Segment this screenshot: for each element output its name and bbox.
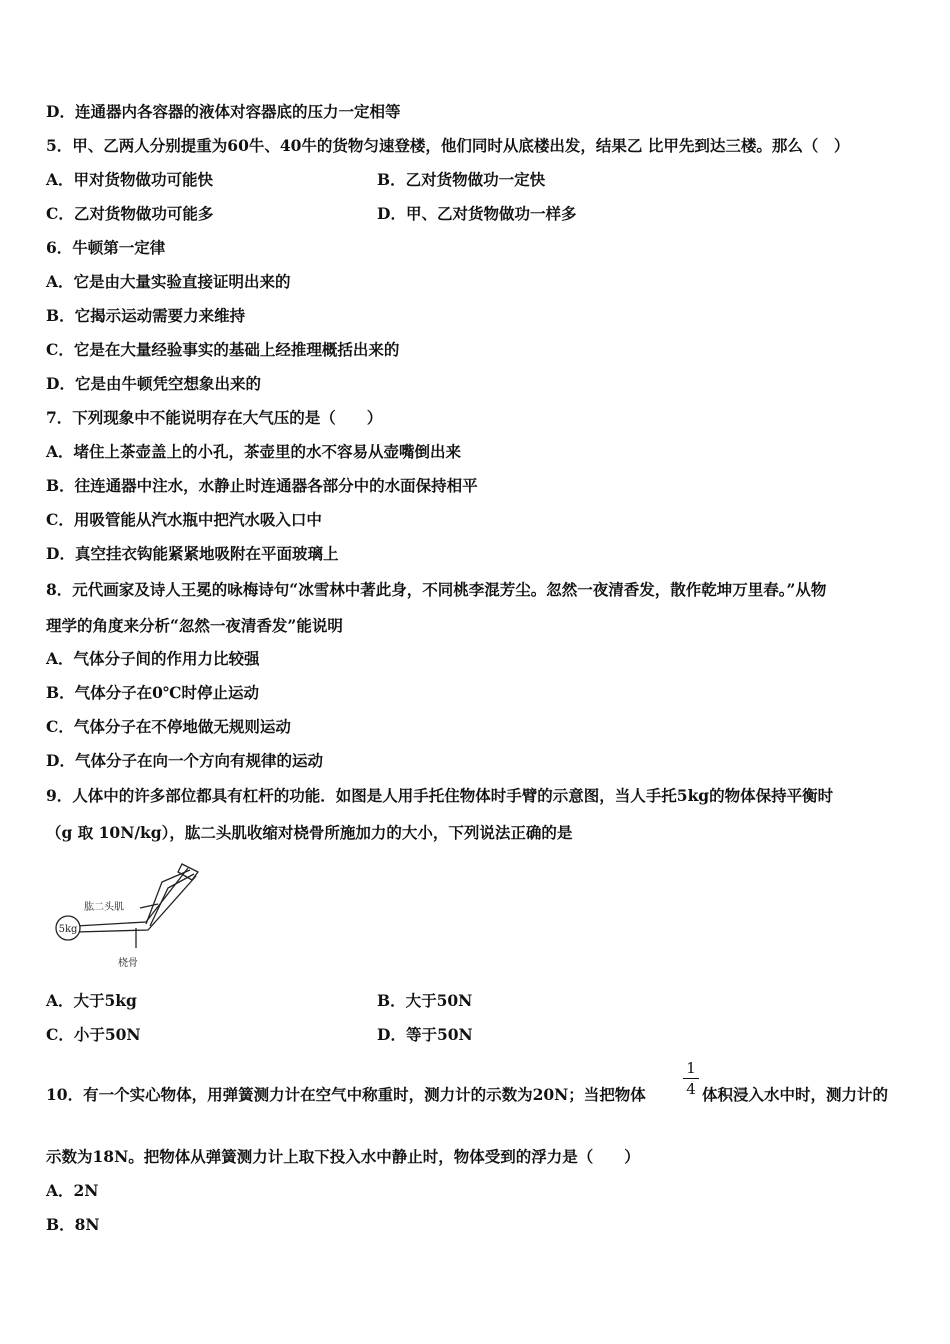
q4-option-d: D．连通器内各容器的液体对容器底的压力一定相等	[46, 102, 401, 121]
arm-lever-diagram	[50, 858, 200, 970]
q9-option-c: C．小于50N	[46, 1025, 141, 1044]
q5-option-d: D．甲、乙对货物做功一样多	[377, 204, 577, 223]
bone-label: 桡骨	[118, 958, 138, 969]
q10-stem-part2: 体积浸入水中时，测力计的	[702, 1085, 889, 1104]
q6-stem: 6．牛顿第一定律	[46, 238, 166, 257]
forearm-upper-arm-outline	[76, 868, 196, 932]
q6-option-c: C．它是在大量经验事实的基础上经推理概括出来的	[46, 340, 400, 359]
q5-option-a: A．甲对货物做功可能快	[46, 170, 214, 189]
muscle-label: 肱二头肌	[84, 902, 124, 913]
q8-option-a: A．气体分子间的作用力比较强	[46, 649, 260, 668]
q8-option-c: C．气体分子在不停地做无规则运动	[46, 717, 291, 736]
q7-option-c: C．用吸管能从汽水瓶中把汽水吸入口中	[46, 510, 322, 529]
q7-option-b: B．往连通器中注水，水静止时连通器各部分中的水面保持相平	[46, 476, 478, 495]
q6-option-d: D．它是由牛顿凭空想象出来的	[46, 374, 261, 393]
muscle-pointer-line	[140, 904, 158, 908]
q10-option-a: A．2N	[46, 1181, 99, 1200]
q9-option-a: A．大于5kg	[46, 991, 137, 1010]
q8-option-b: B．气体分子在0℃时停止运动	[46, 683, 259, 702]
biceps-muscle	[146, 870, 190, 924]
q9-stem-line1: 9．人体中的许多部位都具有杠杆的功能．如图是人用手托住物体时手臂的示意图，当人手托5kg的物体保持平衡时	[46, 786, 834, 805]
q8-stem-line2: 理学的角度来分析“忽然一夜清香发”能说明	[46, 616, 343, 635]
fraction-numerator: 1	[686, 1059, 696, 1077]
weight-label: 5kg	[58, 924, 78, 935]
q7-option-d: D．真空挂衣钩能紧紧地吸附在平面玻璃上	[46, 544, 339, 563]
q10-option-b: B．8N	[46, 1215, 100, 1234]
fraction-denominator: 4	[686, 1080, 696, 1098]
q10-stem-line2: 示数为18N。把物体从弹簧测力计上取下投入水中静止时，物体受到的浮力是（ ）	[46, 1147, 640, 1166]
q5-option-b: B．乙对货物做功一定快	[377, 170, 546, 189]
q7-stem: 7．下列现象中不能说明存在大气压的是（ ）	[46, 408, 383, 427]
fraction-one-quarter	[683, 1059, 699, 1098]
q8-stem-line1: 8．元代画家及诗人王冕的咏梅诗句“冰雪林中著此身，不同桃李混芳尘。忽然一夜清香发，散作乾坤万里春。”从物	[46, 580, 827, 599]
q9-option-b: B．大于50N	[377, 991, 473, 1010]
q9-option-d: D．等于50N	[377, 1025, 473, 1044]
q9-stem-line2: （g 取 10N/kg），肱二头肌收缩对桡骨所施加力的大小，下列说法正确的是	[46, 823, 573, 842]
q8-option-d: D．气体分子在向一个方向有规律的运动	[46, 751, 323, 770]
q6-option-a: A．它是由大量实验直接证明出来的	[46, 272, 291, 291]
q10-stem-part1: 10．有一个实心物体，用弹簧测力计在空气中称重时，测力计的示数为20N；当把物体	[46, 1085, 646, 1104]
q7-option-a: A．堵住上茶壶盖上的小孔，茶壶里的水不容易从壶嘴倒出来	[46, 442, 462, 461]
q5-stem: 5．甲、乙两人分别提重为60牛、40牛的货物匀速登楼，他们同时从底楼出发，结果乙 比甲先到达三楼。那么（ ）	[46, 136, 850, 155]
q6-option-b: B．它揭示运动需要力来维持	[46, 306, 246, 325]
q5-option-c: C．乙对货物做功可能多	[46, 204, 214, 223]
